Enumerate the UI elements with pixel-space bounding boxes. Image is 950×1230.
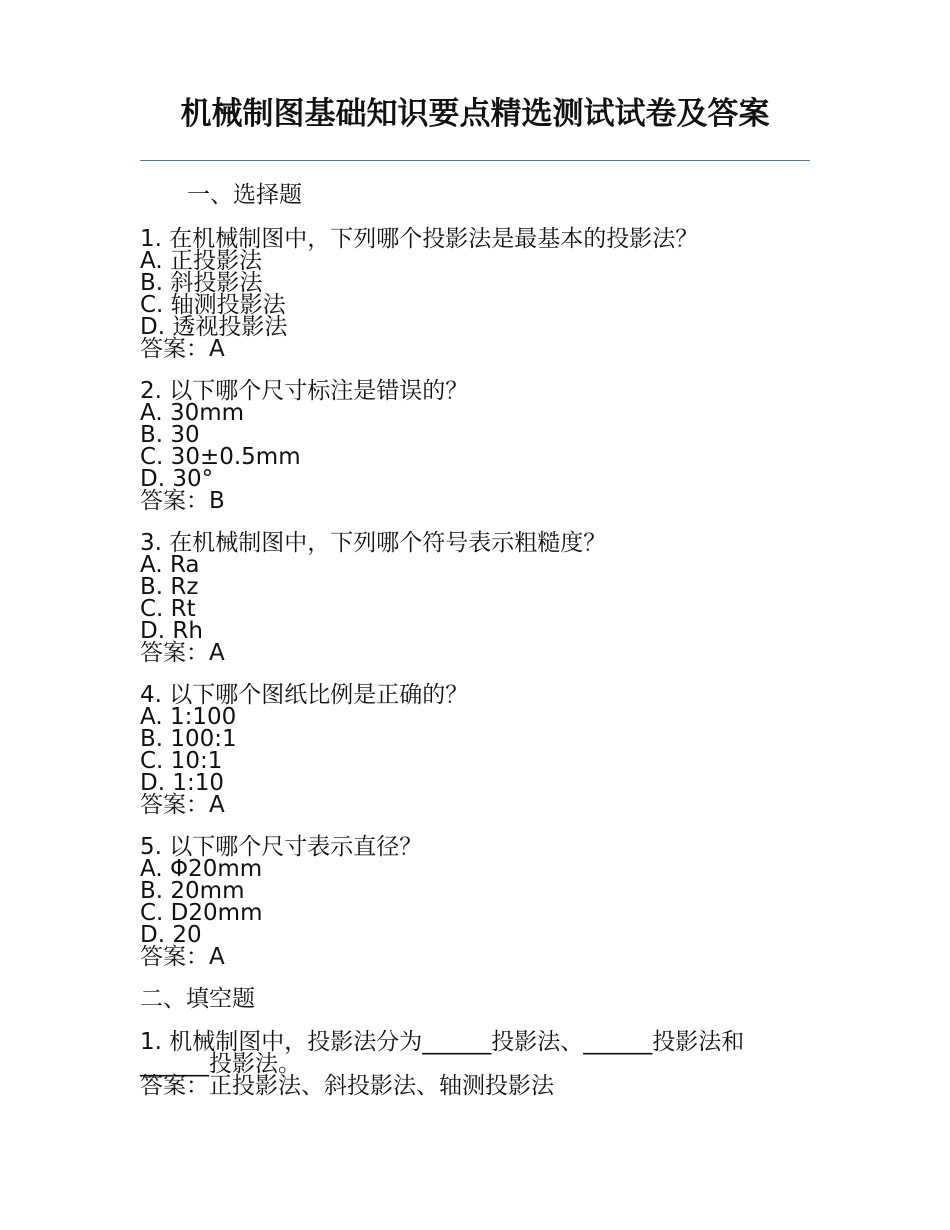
option-a: A. Ra [140,552,200,578]
question-5 [140,836,820,968]
question-stem-line-1: 1. 机械制图中，投影法分为______投影法、______投影法和 [140,1029,745,1055]
option-d: D. 透视投影法 [140,314,288,340]
option-c: C. 30±0.5mm [140,444,301,470]
answer: 答案：A [140,944,225,970]
option-a: A. 正投影法 [140,248,262,274]
option-d: D. Rh [140,618,203,644]
option-c: C. 轴测投影法 [140,292,286,318]
option-d: D. 30° [140,466,214,492]
question-stem: 1. 在机械制图中，下列哪个投影法是最基本的投影法？ [140,226,699,252]
question-stem: 3. 在机械制图中，下列哪个符号表示粗糙度？ [140,530,607,556]
option-b: B. 斜投影法 [140,270,263,296]
option-b: B. 100:1 [140,726,237,752]
option-b: B. 20mm [140,878,245,904]
document-title: 机械制图基础知识要点精选测试试卷及答案 [180,96,770,132]
option-a: A. 30mm [140,400,245,426]
question-stem: 4. 以下哪个图纸比例是正确的？ [140,682,469,708]
option-d: D. 1:10 [140,770,224,796]
option-b: B. 30 [140,422,200,448]
option-c: C. Rt [140,596,196,622]
question-4 [140,684,820,816]
section-heading-choice: 一、选择题 [187,182,302,208]
section-heading-fill-blank: 二、填空题 [140,986,255,1012]
answer: 答案：A [140,336,225,362]
option-d: D. 20 [140,922,202,948]
answer: 答案：A [140,640,225,666]
option-a: A. 1:100 [140,704,237,730]
title-underline [140,160,810,161]
answer: 答案：A [140,792,225,818]
answer: 答案：正投影法、斜投影法、轴测投影法 [140,1073,554,1099]
question-stem: 5. 以下哪个尺寸表示直径？ [140,834,423,860]
option-c: C. D20mm [140,900,263,926]
question-3 [140,532,820,664]
question-stem-line-2: ______投影法。 [140,1051,301,1077]
question-1 [140,228,820,360]
option-a: A. Φ20mm [140,856,263,882]
question-stem: 2. 以下哪个尺寸标注是错误的？ [140,378,469,404]
question-2 [140,380,820,512]
answer: 答案：B [140,488,225,514]
option-b: B. Rz [140,574,199,600]
fill-question-1 [140,1031,820,1097]
option-c: C. 10:1 [140,748,223,774]
